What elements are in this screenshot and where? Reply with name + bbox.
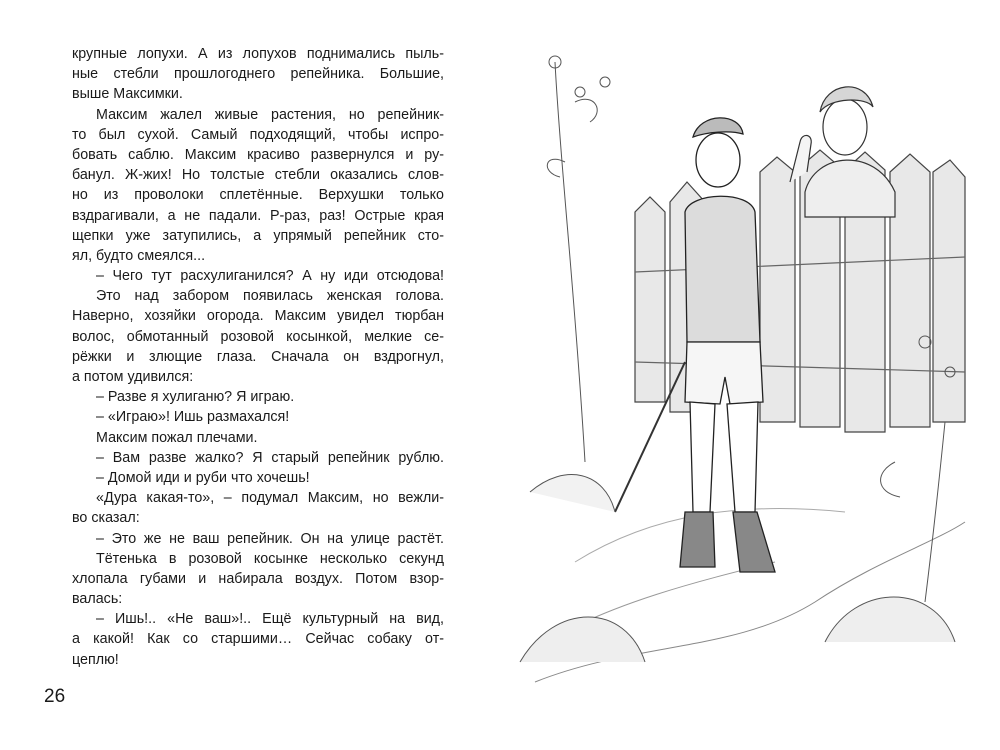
text-line: волос, обмотанный розовой косынкой, мелкие се- bbox=[72, 328, 444, 345]
text-line: рёжки и злющие глаза. Сначала он вздрогнул, bbox=[72, 348, 444, 365]
text-line: – Чего тут расхулиганился? А ну иди отсюдова! bbox=[96, 268, 444, 285]
text-line: бовать саблю. Максим красиво развернулся и ру- bbox=[72, 146, 444, 163]
illustration bbox=[515, 42, 975, 692]
text-line: Максим жалел живые растения, но репейник- bbox=[96, 106, 444, 123]
text-line: – «Играю»! Ишь размахался! bbox=[96, 409, 290, 426]
woman-figure bbox=[790, 87, 895, 217]
text-line: – Ишь!.. «Не ваш»!.. Ещё культурный на вид, bbox=[96, 611, 444, 628]
text-line: хлопала губами и набирала воздух. Потом взор- bbox=[72, 570, 444, 587]
boy-left-boot bbox=[680, 512, 715, 567]
wooden-fence bbox=[635, 150, 965, 432]
boy-head bbox=[696, 133, 740, 187]
text-line: банул. Ж-жих! Но толстые стебли оказались слов- bbox=[72, 167, 444, 184]
boy-shorts bbox=[685, 342, 763, 404]
text-line: – Разве я хулиганю? Я играю. bbox=[96, 389, 295, 406]
page-number: 26 bbox=[44, 686, 66, 707]
text-line: валась: bbox=[72, 591, 123, 608]
text-line: то был сухой. Самый подходящий, чтобы испро- bbox=[72, 126, 444, 143]
text-line: – Домой иди и руби что хочешь! bbox=[96, 469, 310, 486]
text-line: а потом удивился: bbox=[72, 369, 194, 385]
text-line: щепки уже затупились, а упрямый репейник сто- bbox=[72, 227, 444, 244]
text-line: Наверно, хозяйки огорода. Максим увидел тюрбан bbox=[72, 308, 444, 325]
text-line: а какой! Как со старшими… Сейчас собаку от- bbox=[72, 631, 444, 648]
text-line: вздрагивали, а не падали. Р-раз, раз! Острые края bbox=[72, 207, 444, 224]
text-line: Тётенька в розовой косынке несколько секунд bbox=[96, 550, 444, 567]
text-line: выше Максимки. bbox=[72, 86, 183, 103]
text-line: но из проволоки сплетённые. Верхушки только bbox=[72, 187, 444, 204]
text-line: – Вам разве жалко? Я старый репейник рублю. bbox=[96, 449, 444, 466]
text-line: крупные лопухи. А из лопухов поднимались пыль- bbox=[72, 46, 444, 62]
text-line: ные стебли прошлогоднего репейника. Большие, bbox=[72, 66, 444, 83]
boy-torso bbox=[685, 196, 760, 342]
boy-left-leg bbox=[690, 402, 715, 512]
woman-head bbox=[823, 99, 867, 155]
boy-right-leg bbox=[727, 402, 758, 512]
text-line: Максим пожал плечами. bbox=[96, 429, 258, 446]
text-line: – Это же не ваш репейник. Он на улице растёт. bbox=[96, 530, 444, 547]
text-line: ял, будто смеялся... bbox=[72, 247, 206, 264]
boy-right-boot bbox=[733, 512, 775, 572]
text-line: «Дура какая-то», – подумал Максим, но вежли- bbox=[96, 490, 444, 507]
text-column bbox=[72, 44, 444, 670]
text-line: цеплю! bbox=[72, 651, 119, 668]
text-line: во сказал: bbox=[72, 510, 140, 527]
text-line: Это над забором появилась женская голова. bbox=[96, 288, 444, 305]
